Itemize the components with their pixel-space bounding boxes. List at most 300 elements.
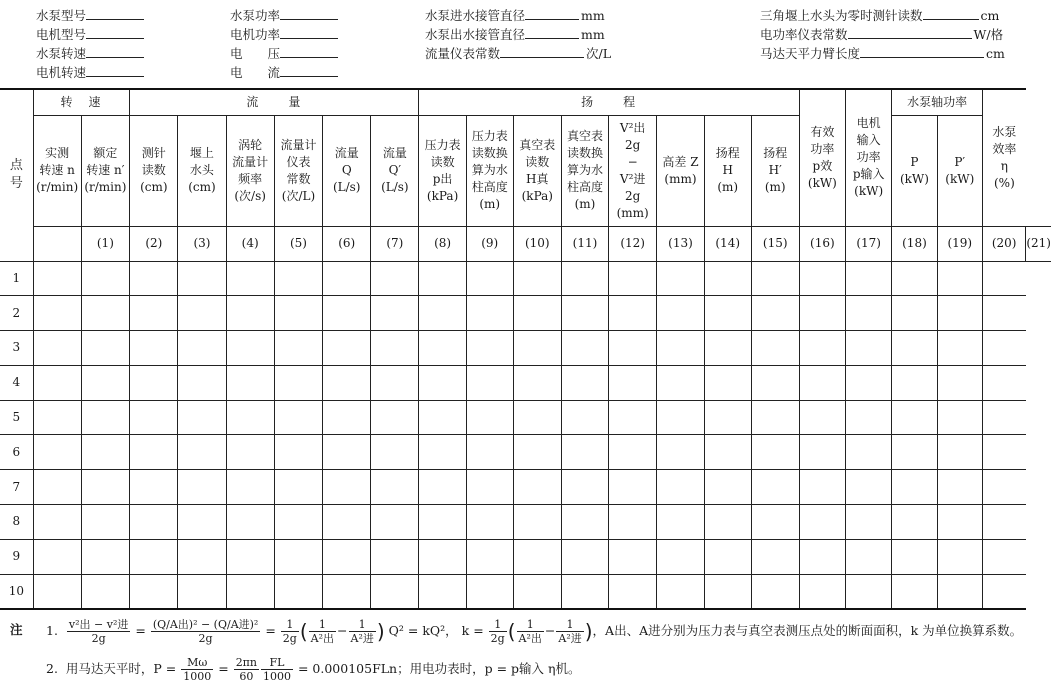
data-cell[interactable] xyxy=(178,261,226,296)
data-cell[interactable] xyxy=(608,574,656,609)
data-cell[interactable] xyxy=(846,505,892,540)
fraction xyxy=(261,656,293,683)
data-cell[interactable] xyxy=(323,400,371,435)
data-cell[interactable] xyxy=(419,365,466,400)
column-header-line: H xyxy=(722,163,733,177)
data-cell[interactable] xyxy=(371,574,419,609)
note-text: = 0.000105FLn；用电功表时，p = p输入 η机。 xyxy=(297,661,581,676)
data-cell[interactable] xyxy=(513,435,561,470)
data-cell[interactable] xyxy=(846,365,892,400)
data-cell[interactable] xyxy=(130,574,178,609)
data-cell[interactable] xyxy=(419,470,466,505)
data-cell[interactable] xyxy=(751,296,799,331)
data-cell[interactable] xyxy=(81,539,130,574)
data-cell[interactable] xyxy=(226,539,274,574)
data-cell[interactable] xyxy=(33,400,81,435)
column-header-line: Q′ xyxy=(388,163,402,177)
column-header-line: 读数换 xyxy=(566,146,603,160)
data-cell[interactable] xyxy=(419,261,466,296)
data-cell[interactable] xyxy=(130,365,178,400)
data-cell[interactable] xyxy=(178,331,226,366)
data-cell[interactable] xyxy=(892,539,937,574)
column-header-line: 功率 xyxy=(856,150,881,165)
data-cell[interactable] xyxy=(513,470,561,505)
data-cell[interactable] xyxy=(81,331,130,366)
data-cell[interactable] xyxy=(178,539,226,574)
data-cell[interactable] xyxy=(466,331,513,366)
data-cell[interactable] xyxy=(274,505,322,540)
data-cell[interactable] xyxy=(323,470,371,505)
header-c20 xyxy=(937,115,982,226)
data-cell[interactable] xyxy=(561,574,608,609)
data-cell[interactable] xyxy=(513,331,561,366)
data-cell[interactable] xyxy=(657,435,704,470)
data-cell[interactable] xyxy=(466,435,513,470)
column-header-line: V²出 xyxy=(619,120,646,135)
data-cell[interactable] xyxy=(982,470,1025,505)
data-cell[interactable] xyxy=(371,470,419,505)
data-cell[interactable] xyxy=(846,261,892,296)
data-cell[interactable] xyxy=(130,539,178,574)
column-header-line: 真空表 xyxy=(519,137,556,152)
data-cell[interactable] xyxy=(704,296,751,331)
data-cell[interactable] xyxy=(799,470,845,505)
data-cell[interactable] xyxy=(81,400,130,435)
fraction-denominator: A²出 xyxy=(518,632,542,645)
data-cell[interactable] xyxy=(323,296,371,331)
data-cell[interactable] xyxy=(704,365,751,400)
data-cell[interactable] xyxy=(657,574,704,609)
data-cell[interactable] xyxy=(466,400,513,435)
data-cell[interactable] xyxy=(130,261,178,296)
data-cell[interactable] xyxy=(371,539,419,574)
header-c15 xyxy=(704,115,751,226)
data-cell[interactable] xyxy=(982,261,1025,296)
blank-line xyxy=(923,6,979,20)
data-cell[interactable] xyxy=(799,400,845,435)
data-cell[interactable] xyxy=(846,400,892,435)
field-label: 三角堰上水头为零时测针读数 xyxy=(760,8,923,23)
data-cell[interactable] xyxy=(799,365,845,400)
data-cell[interactable] xyxy=(33,574,81,609)
column-header-line: 常数 xyxy=(286,171,311,186)
data-cell[interactable] xyxy=(33,505,81,540)
data-cell[interactable] xyxy=(33,365,81,400)
data-cell[interactable] xyxy=(419,400,466,435)
data-cell[interactable] xyxy=(657,261,704,296)
column-header-line: 压力表 xyxy=(424,137,461,152)
data-cell[interactable] xyxy=(226,470,274,505)
data-cell[interactable] xyxy=(561,296,608,331)
data-cell[interactable] xyxy=(846,539,892,574)
note-text: 用马达天平时，P = xyxy=(65,661,177,676)
data-cell[interactable] xyxy=(892,470,937,505)
data-cell[interactable] xyxy=(937,470,982,505)
data-cell[interactable] xyxy=(657,539,704,574)
data-cell[interactable] xyxy=(274,539,322,574)
header-c19 xyxy=(892,115,937,226)
data-cell[interactable] xyxy=(751,539,799,574)
data-cell[interactable] xyxy=(466,539,513,574)
data-cell[interactable] xyxy=(751,574,799,609)
data-cell[interactable] xyxy=(274,470,322,505)
data-cell[interactable] xyxy=(130,296,178,331)
data-cell[interactable] xyxy=(274,435,322,470)
column-index-label: (11) xyxy=(561,226,608,261)
data-cell[interactable] xyxy=(371,365,419,400)
column-index-label: (21) xyxy=(1026,226,1051,261)
data-cell[interactable] xyxy=(846,470,892,505)
data-cell[interactable] xyxy=(892,331,937,366)
data-cell[interactable] xyxy=(81,435,130,470)
data-cell[interactable] xyxy=(937,435,982,470)
data-cell[interactable] xyxy=(937,296,982,331)
data-cell[interactable] xyxy=(982,435,1025,470)
column-header-line: 额定 xyxy=(93,146,118,160)
header-c14 xyxy=(657,115,704,226)
blank-line xyxy=(280,6,338,20)
fraction-numerator: 1 xyxy=(349,618,376,632)
data-cell[interactable] xyxy=(323,435,371,470)
data-cell[interactable] xyxy=(704,400,751,435)
column-header-line: 读数 xyxy=(525,154,550,169)
data-cell[interactable] xyxy=(704,261,751,296)
data-cell[interactable] xyxy=(419,574,466,609)
header-c1 xyxy=(33,115,81,226)
column-header-line: 水泵 xyxy=(992,124,1017,139)
column-header-line: (r/min) xyxy=(84,180,127,194)
column-index-label: (2) xyxy=(130,226,178,261)
fraction xyxy=(556,618,583,645)
data-cell[interactable] xyxy=(982,296,1025,331)
header-c8 xyxy=(371,115,419,226)
header-field-pump-model xyxy=(36,6,144,24)
data-cell[interactable] xyxy=(466,470,513,505)
data-cell[interactable] xyxy=(419,539,466,574)
data-cell[interactable] xyxy=(178,505,226,540)
data-cell[interactable] xyxy=(33,470,81,505)
column-header-line: 流量计 xyxy=(232,154,269,169)
data-cell[interactable] xyxy=(799,331,845,366)
data-cell[interactable] xyxy=(323,261,371,296)
table-row xyxy=(0,505,1051,540)
header-c10 xyxy=(466,115,513,226)
data-cell[interactable] xyxy=(892,435,937,470)
data-cell[interactable] xyxy=(608,470,656,505)
data-cell[interactable] xyxy=(466,574,513,609)
data-cell[interactable] xyxy=(657,470,704,505)
data-cell[interactable] xyxy=(466,296,513,331)
column-index-label: (5) xyxy=(274,226,322,261)
data-cell[interactable] xyxy=(323,574,371,609)
notes-label: 注 xyxy=(10,622,23,637)
data-cell[interactable] xyxy=(982,574,1025,609)
data-cell[interactable] xyxy=(799,539,845,574)
data-cell[interactable] xyxy=(704,435,751,470)
data-cell[interactable] xyxy=(751,261,799,296)
data-cell[interactable] xyxy=(982,505,1025,540)
fraction-denominator: 60 xyxy=(239,670,254,683)
data-cell[interactable] xyxy=(274,365,322,400)
column-header-line: 柱高度 xyxy=(566,180,603,194)
data-cell[interactable] xyxy=(33,261,81,296)
data-cell[interactable] xyxy=(81,296,130,331)
column-header-line: (kW) xyxy=(807,175,837,190)
row-number: 1 xyxy=(0,261,33,296)
data-cell[interactable] xyxy=(323,539,371,574)
data-cell[interactable] xyxy=(81,261,130,296)
data-cell[interactable] xyxy=(704,539,751,574)
data-cell[interactable] xyxy=(371,400,419,435)
column-header-line: (mm) xyxy=(616,205,649,220)
data-cell[interactable] xyxy=(81,505,130,540)
data-cell[interactable] xyxy=(513,400,561,435)
data-cell[interactable] xyxy=(226,574,274,609)
data-cell[interactable] xyxy=(608,296,656,331)
data-cell[interactable] xyxy=(178,435,226,470)
column-header-line: (kPa) xyxy=(426,188,459,203)
data-cell[interactable] xyxy=(892,505,937,540)
header-c7 xyxy=(323,115,371,226)
data-cell[interactable] xyxy=(226,365,274,400)
column-header-line: (mm) xyxy=(664,171,697,186)
fraction-numerator: 1 xyxy=(489,618,507,632)
field-unit: W/格 xyxy=(973,27,1004,42)
data-cell[interactable] xyxy=(846,331,892,366)
data-cell[interactable] xyxy=(33,296,81,331)
data-cell[interactable] xyxy=(892,261,937,296)
data-cell[interactable] xyxy=(561,365,608,400)
data-cell[interactable] xyxy=(130,400,178,435)
data-cell[interactable] xyxy=(799,261,845,296)
column-index-label: (3) xyxy=(178,226,226,261)
data-cell[interactable] xyxy=(130,331,178,366)
data-cell[interactable] xyxy=(846,435,892,470)
data-cell[interactable] xyxy=(419,505,466,540)
field-unit: mm xyxy=(581,27,605,42)
header-point-no xyxy=(0,89,33,261)
data-cell[interactable] xyxy=(419,435,466,470)
data-cell[interactable] xyxy=(657,505,704,540)
column-header-line: 高差 Z xyxy=(662,154,699,169)
data-cell[interactable] xyxy=(892,400,937,435)
header-field-power-meter-constant xyxy=(760,25,1003,43)
data-cell[interactable] xyxy=(608,505,656,540)
table-row xyxy=(0,296,1051,331)
column-index-label: (18) xyxy=(892,226,937,261)
data-cell[interactable] xyxy=(982,331,1025,366)
data-cell[interactable] xyxy=(178,574,226,609)
data-cell[interactable] xyxy=(561,435,608,470)
data-cell[interactable] xyxy=(704,331,751,366)
blank-line xyxy=(86,6,144,20)
data-cell[interactable] xyxy=(371,505,419,540)
field-label: 水泵出水接管直径 xyxy=(425,27,526,42)
data-cell[interactable] xyxy=(799,574,845,609)
data-cell[interactable] xyxy=(323,505,371,540)
data-cell[interactable] xyxy=(33,539,81,574)
data-cell[interactable] xyxy=(513,505,561,540)
fraction-numerator: 1 xyxy=(556,618,583,632)
data-cell[interactable] xyxy=(704,470,751,505)
data-cell[interactable] xyxy=(226,296,274,331)
data-cell[interactable] xyxy=(982,365,1025,400)
column-header-line: (kW) xyxy=(854,184,884,199)
column-header-line: 实测 xyxy=(45,146,70,160)
data-cell[interactable] xyxy=(561,331,608,366)
row-number: 8 xyxy=(0,505,33,540)
data-cell[interactable] xyxy=(466,505,513,540)
data-cell[interactable] xyxy=(657,296,704,331)
data-cell[interactable] xyxy=(274,261,322,296)
data-cell[interactable] xyxy=(226,400,274,435)
data-cell[interactable] xyxy=(178,296,226,331)
data-cell[interactable] xyxy=(419,296,466,331)
data-cell[interactable] xyxy=(608,365,656,400)
header-c3 xyxy=(130,115,178,226)
row-number: 6 xyxy=(0,435,33,470)
blank-line xyxy=(86,25,144,39)
data-cell[interactable] xyxy=(81,365,130,400)
column-header-line: 读数 xyxy=(141,163,166,177)
fraction xyxy=(281,618,299,645)
data-cell[interactable] xyxy=(657,331,704,366)
data-cell[interactable] xyxy=(892,365,937,400)
data-cell[interactable] xyxy=(178,470,226,505)
data-cell[interactable] xyxy=(226,261,274,296)
data-cell[interactable] xyxy=(799,505,845,540)
data-cell[interactable] xyxy=(33,435,81,470)
data-cell[interactable] xyxy=(704,574,751,609)
column-header-line: 水头 xyxy=(189,163,214,177)
data-cell[interactable] xyxy=(892,574,937,609)
data-cell[interactable] xyxy=(130,470,178,505)
data-cell[interactable] xyxy=(608,331,656,366)
data-cell[interactable] xyxy=(274,331,322,366)
data-cell[interactable] xyxy=(371,435,419,470)
data-cell[interactable] xyxy=(561,539,608,574)
data-cell[interactable] xyxy=(937,331,982,366)
data-cell[interactable] xyxy=(608,435,656,470)
data-cell[interactable] xyxy=(561,261,608,296)
data-cell[interactable] xyxy=(561,505,608,540)
header-c4 xyxy=(178,115,226,226)
data-cell[interactable] xyxy=(892,296,937,331)
row-number: 10 xyxy=(0,574,33,609)
data-cell[interactable] xyxy=(608,400,656,435)
data-cell[interactable] xyxy=(81,574,130,609)
data-cell[interactable] xyxy=(513,261,561,296)
data-cell[interactable] xyxy=(937,539,982,574)
column-header-line: 扬程 xyxy=(715,146,740,160)
field-label: 水泵型号 xyxy=(36,8,87,23)
header-c11 xyxy=(513,115,561,226)
data-cell[interactable] xyxy=(513,296,561,331)
data-cell[interactable] xyxy=(226,435,274,470)
group-flow: 流 量 xyxy=(130,89,419,115)
data-cell[interactable] xyxy=(513,574,561,609)
data-cell[interactable] xyxy=(751,470,799,505)
column-header-line: H真 xyxy=(526,171,549,186)
fraction-numerator: 1 xyxy=(309,618,336,632)
data-cell[interactable] xyxy=(751,331,799,366)
data-cell[interactable] xyxy=(846,296,892,331)
data-cell[interactable] xyxy=(274,296,322,331)
data-cell[interactable] xyxy=(274,400,322,435)
header-field-motor-power xyxy=(230,25,338,43)
data-cell[interactable] xyxy=(513,539,561,574)
header-field-motor-speed xyxy=(36,63,144,81)
paren-close: ) xyxy=(584,619,593,644)
data-cell[interactable] xyxy=(371,261,419,296)
data-cell[interactable] xyxy=(130,435,178,470)
data-cell[interactable] xyxy=(466,365,513,400)
column-index-label: (20) xyxy=(982,226,1025,261)
data-cell[interactable] xyxy=(751,400,799,435)
data-cell[interactable] xyxy=(608,261,656,296)
data-cell[interactable] xyxy=(657,365,704,400)
column-header-line: P′ xyxy=(954,154,966,169)
data-cell[interactable] xyxy=(937,365,982,400)
data-cell[interactable] xyxy=(33,331,81,366)
column-header-line: − xyxy=(627,154,638,169)
data-cell[interactable] xyxy=(704,505,751,540)
data-cell[interactable] xyxy=(323,365,371,400)
column-index-label: (9) xyxy=(466,226,513,261)
data-cell[interactable] xyxy=(178,400,226,435)
data-cell[interactable] xyxy=(751,435,799,470)
data-cell[interactable] xyxy=(371,296,419,331)
data-cell[interactable] xyxy=(846,574,892,609)
data-cell[interactable] xyxy=(81,470,130,505)
data-cell[interactable] xyxy=(751,365,799,400)
data-cell[interactable] xyxy=(799,296,845,331)
data-cell[interactable] xyxy=(982,539,1025,574)
data-cell[interactable] xyxy=(513,365,561,400)
data-cell[interactable] xyxy=(419,331,466,366)
data-cell[interactable] xyxy=(178,365,226,400)
data-cell[interactable] xyxy=(657,400,704,435)
data-cell[interactable] xyxy=(226,505,274,540)
data-cell[interactable] xyxy=(937,400,982,435)
data-cell[interactable] xyxy=(608,539,656,574)
data-cell[interactable] xyxy=(274,574,322,609)
data-cell[interactable] xyxy=(937,505,982,540)
data-cell[interactable] xyxy=(982,400,1025,435)
paren-open: ( xyxy=(299,619,308,644)
data-cell[interactable] xyxy=(371,331,419,366)
data-cell[interactable] xyxy=(323,331,371,366)
data-cell[interactable] xyxy=(466,261,513,296)
data-cell[interactable] xyxy=(799,435,845,470)
data-cell[interactable] xyxy=(561,400,608,435)
data-cell[interactable] xyxy=(751,505,799,540)
header-c16 xyxy=(751,115,799,226)
column-index-label: (19) xyxy=(937,226,982,261)
header-field-pump-power xyxy=(230,6,338,24)
data-cell[interactable] xyxy=(226,331,274,366)
equals-sign: = xyxy=(265,623,276,638)
data-cell[interactable] xyxy=(937,261,982,296)
fraction-denominator: A²进 xyxy=(558,632,582,645)
data-cell[interactable] xyxy=(130,505,178,540)
blank-line xyxy=(86,44,144,58)
column-header-line: 柱高度 xyxy=(471,180,508,194)
fraction-denominator: 2g xyxy=(490,632,505,645)
header-c2 xyxy=(81,115,130,226)
data-cell[interactable] xyxy=(937,574,982,609)
data-cell[interactable] xyxy=(561,470,608,505)
